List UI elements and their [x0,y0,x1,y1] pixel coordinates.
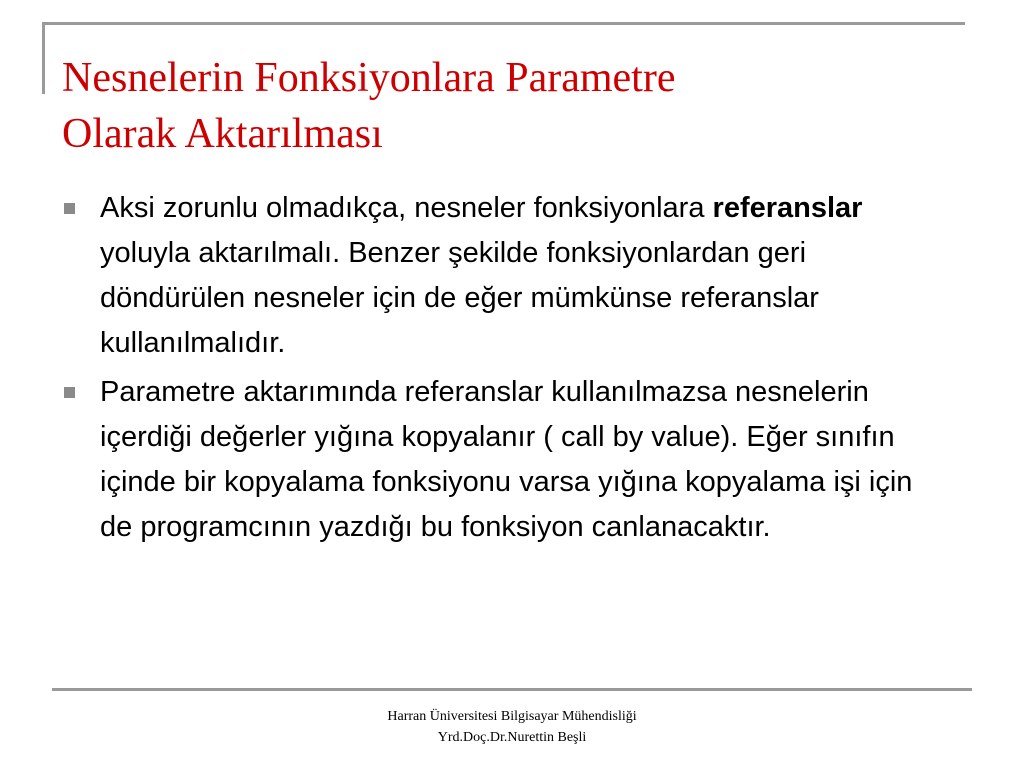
bullet-1-bold-term: referanslar [712,192,863,224]
bottom-divider [52,688,972,691]
bullet-1-text-before: Aksi zorunlu olmadıkça, nesneler fonksiyonlara [100,192,713,224]
footer-author: Yrd.Doç.Dr.Nurettin Beşli [437,730,587,745]
title-line-1: Nesnelerin Fonksiyonlara Parametre [62,55,676,101]
title-line-2: Olarak Aktarılması [62,111,383,157]
slide-footer [312,706,712,748]
bullet-1-text-after: yoluyla aktarılmalı. Benzer şekilde fonksiyonlardan geri döndürülen nesneler için de eğer mümkünse referanslar kullanılmalıdır. [100,237,819,359]
top-divider [42,22,965,25]
bullet-text-1 [100,186,942,366]
bullet-text-2: Parametre aktarımında referanslar kullanılmazsa nesnelerin içerdiği değerler yığına kopyalanır ( call by value). Eğer sınıfın içinde bir kopyalama fonksiyonu varsa yığına kopyalama işi için de programcının yazdığı bu fonksiyon canlanacaktır. [100,376,913,543]
square-bullet-icon [64,203,75,214]
bullet-item-2 [62,370,942,550]
bullet-item-1 [62,186,942,366]
bullet-list [62,186,942,554]
square-bullet-icon [64,387,75,398]
left-divider [42,22,45,94]
slide-title [62,50,962,162]
footer-institution: Harran Üniversitesi Bilgisayar Mühendisliği [387,709,637,724]
